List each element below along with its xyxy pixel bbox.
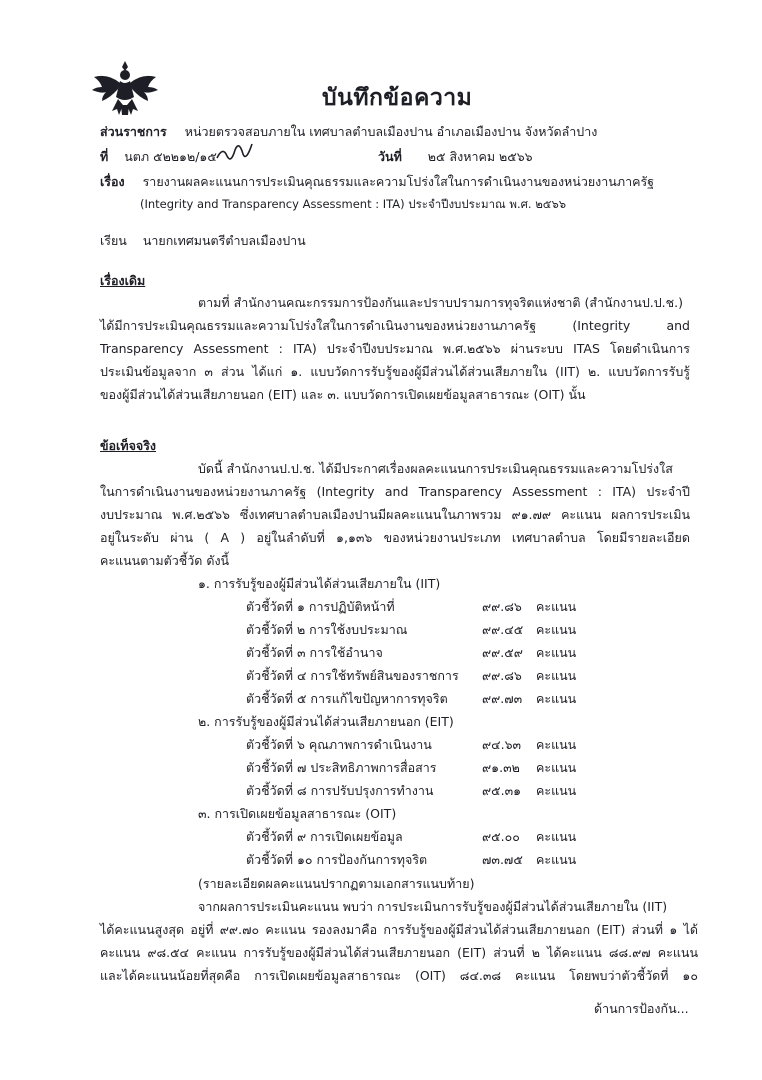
indicator-unit: คะแนน <box>536 645 577 660</box>
date-label: วันที่ <box>378 149 402 164</box>
agency-row <box>100 123 597 141</box>
facts-line: ในการดำเนินงานของหน่วยงานภาครัฐ (Integrity and Transparency Assessment : ITA) ประจำปี <box>100 484 690 499</box>
reference-label: ที่ <box>100 149 109 164</box>
subject-line-2: (Integrity and Transparency Assessment : ITA) ประจำปีงบประมาณ พ.ศ. ๒๕๖๖ <box>140 197 567 211</box>
agency-label: ส่วนราชการ <box>100 124 167 139</box>
background-line: ของผู้มีส่วนได้ส่วนเสียภายนอก (EIT) และ ๓. แบบวัดการเปิดเผยข้อมูลสาธารณะ (OIT) นั้น <box>100 387 586 402</box>
background-line: ตามที่ สำนักงานคณะกรรมการป้องกันและปราบปรามการทุจริตแห่งชาติ (สำนักงานป.ป.ช.) <box>198 295 683 310</box>
indicator-score: ๙๙.๕๙ <box>482 645 523 660</box>
indicator-score: ๙๙.๔๕ <box>482 622 524 637</box>
section-title: ๒. การรับรู้ของผู้มีส่วนได้ส่วนเสียภายนอก (EIT) <box>198 714 454 729</box>
background-line: ได้มีการประเมินคุณธรรมและความโปร่งใสในการดำเนินงานของหน่วยงานภาครัฐ (Integrity and <box>100 318 690 333</box>
section-title: ๓. การเปิดเผยข้อมูลสาธารณะ (OIT) <box>198 806 397 821</box>
background-line: ประเมินข้อมูลจาก ๓ ส่วน ได้แก่ ๑. แบบวัดการรับรู้ของผู้มีส่วนได้ส่วนเสียภายใน (IIT) ๒. แบบวัดการรับรู้ <box>100 364 690 379</box>
indicator-label: ตัวชี้วัดที่ ๗ ประสิทธิภาพการสื่อสาร <box>246 760 437 775</box>
facts-heading: ข้อเท็จจริง <box>100 438 157 453</box>
subject-label: เรื่อง <box>100 174 125 189</box>
indicator-label: ตัวชี้วัดที่ ๔ การใช้ทรัพย์สินของราชการ <box>246 668 459 683</box>
indicator-label: ตัวชี้วัดที่ ๑๐ การป้องกันการทุจริต <box>246 852 428 867</box>
garuda-emblem-icon <box>90 55 160 125</box>
handwritten-initial-icon <box>215 140 255 164</box>
indicator-unit: คะแนน <box>536 599 577 614</box>
indicator-score: ๙๙.๗๓ <box>482 691 523 706</box>
indicator-unit: คะแนน <box>536 622 577 637</box>
summary-line: จากผลการประเมินคะแนน พบว่า การประเมินการรับรู้ของผู้มีส่วนได้ส่วนเสียภายใน (IIT) <box>198 899 668 914</box>
indicator-label: ตัวชี้วัดที่ ๒ การใช้งบประมาณ <box>246 622 408 637</box>
indicator-unit: คะแนน <box>536 829 577 844</box>
background-heading: เรื่องเดิม <box>100 273 146 288</box>
subject-row <box>100 173 654 191</box>
indicator-score: ๙๕.๐๐ <box>482 829 520 844</box>
indicator-label: ตัวชี้วัดที่ ๖ คุณภาพการดำเนินงาน <box>246 737 432 752</box>
facts-line: บัดนี้ สำนักงานป.ป.ช. ได้มีประกาศเรื่องผลคะแนนการประเมินคุณธรรมและความโปร่งใส <box>198 461 673 476</box>
date-value: ๒๕ สิงหาคม ๒๕๖๖ <box>427 149 533 164</box>
summary-line: ได้คะแนนสูงสุด อยู่ที่ ๙๙.๗๐ คะแนน รองลงมาคือ การรับรู้ของผู้มีส่วนได้ส่วนเสียภายนอก (EIT) ส่วนที่ ๑ ได้ <box>100 922 698 937</box>
indicator-label: ตัวชี้วัดที่ ๓ การใช้อำนาจ <box>246 645 383 660</box>
indicator-unit: คะแนน <box>536 760 577 775</box>
indicator-score: ๙๙.๘๖ <box>482 599 522 614</box>
to-label: เรียน <box>100 233 127 248</box>
indicator-score: ๙๑.๓๒ <box>482 760 520 775</box>
reference-value: นตภ ๕๒๒๑๒/๑๕ <box>124 149 217 164</box>
to-row <box>100 232 306 250</box>
indicator-label: ตัวชี้วัดที่ ๙ การเปิดเผยข้อมูล <box>246 829 403 844</box>
memo-title: บันทึกข้อความ <box>322 85 473 111</box>
section-title: ๑. การรับรู้ของผู้มีส่วนได้ส่วนเสียภายใน (IIT) <box>198 576 441 591</box>
indicator-score: ๙๔.๖๓ <box>482 737 522 752</box>
facts-line: งบประมาณ พ.ศ.๒๕๖๖ ซึ่งเทศบาลตำบลเมืองปานมีผลคะแนนในภาพรวม ๙๑.๗๙ คะแนน ผลการประเมิน <box>100 507 690 522</box>
attachment-note: (รายละเอียดผลคะแนนปรากฏตามเอกสารแนบท้าย) <box>198 876 475 891</box>
indicator-label: ตัวชี้วัดที่ ๑ การปฏิบัติหน้าที่ <box>246 599 395 614</box>
facts-line: อยู่ในระดับ ผ่าน ( A ) อยู่ในลำดับที่ ๑,๑๓๖ ของหน่วยงานประเภท เทศบาลตำบล โดยมีรายละเอียด <box>100 530 690 545</box>
indicator-unit: คะแนน <box>536 691 577 706</box>
subject-line-1: รายงานผลคะแนนการประเมินคุณธรรมและความโปร่งใสในการดำเนินงานของหน่วยงานภาครัฐ <box>142 174 655 189</box>
agency-value: หน่วยตรวจสอบภายใน เทศบาลตำบลเมืองปาน อำเภอเมืองปาน จังหวัดลำปาง <box>184 124 598 139</box>
summary-line: คะแนน ๙๘.๕๔ คะแนน การรับรู้ของผู้มีส่วนได้ส่วนเสียภายนอก (EIT) ส่วนที่ ๒ ได้คะแนน ๘๘.๙๗ คะแนน <box>100 945 698 960</box>
reference-row <box>100 148 217 166</box>
indicator-unit: คะแนน <box>536 668 577 683</box>
indicator-unit: คะแนน <box>536 783 577 798</box>
facts-line: คะแนนตามตัวชี้วัด ดังนี้ <box>100 553 230 568</box>
indicator-score: ๙๙.๘๖ <box>482 668 522 683</box>
indicator-score: ๙๕.๓๑ <box>482 783 522 798</box>
continuation-text: ด้านการป้องกัน... <box>594 1001 689 1016</box>
indicator-unit: คะแนน <box>536 737 577 752</box>
indicator-label: ตัวชี้วัดที่ ๘ การปรับปรุงการทำงาน <box>246 783 434 798</box>
to-value: นายกเทศมนตรีตำบลเมืองปาน <box>142 233 306 248</box>
indicator-score: ๗๓.๗๕ <box>482 852 523 867</box>
date-row <box>378 148 533 166</box>
indicator-label: ตัวชี้วัดที่ ๕ การแก้ไขปัญหาการทุจริต <box>246 691 448 706</box>
background-line: Transparency Assessment : ITA) ประจำปีงบประมาณ พ.ศ.๒๕๖๖ ผ่านระบบ ITAS โดยดำเนินการ <box>100 341 690 356</box>
summary-line: และได้คะแนนน้อยที่สุดคือ การเปิดเผยข้อมูลสาธารณะ (OIT) ๘๔.๓๘ คะแนน โดยพบว่าตัวชี้วัดที่ ๑๐ <box>100 968 698 983</box>
indicator-unit: คะแนน <box>536 852 577 867</box>
